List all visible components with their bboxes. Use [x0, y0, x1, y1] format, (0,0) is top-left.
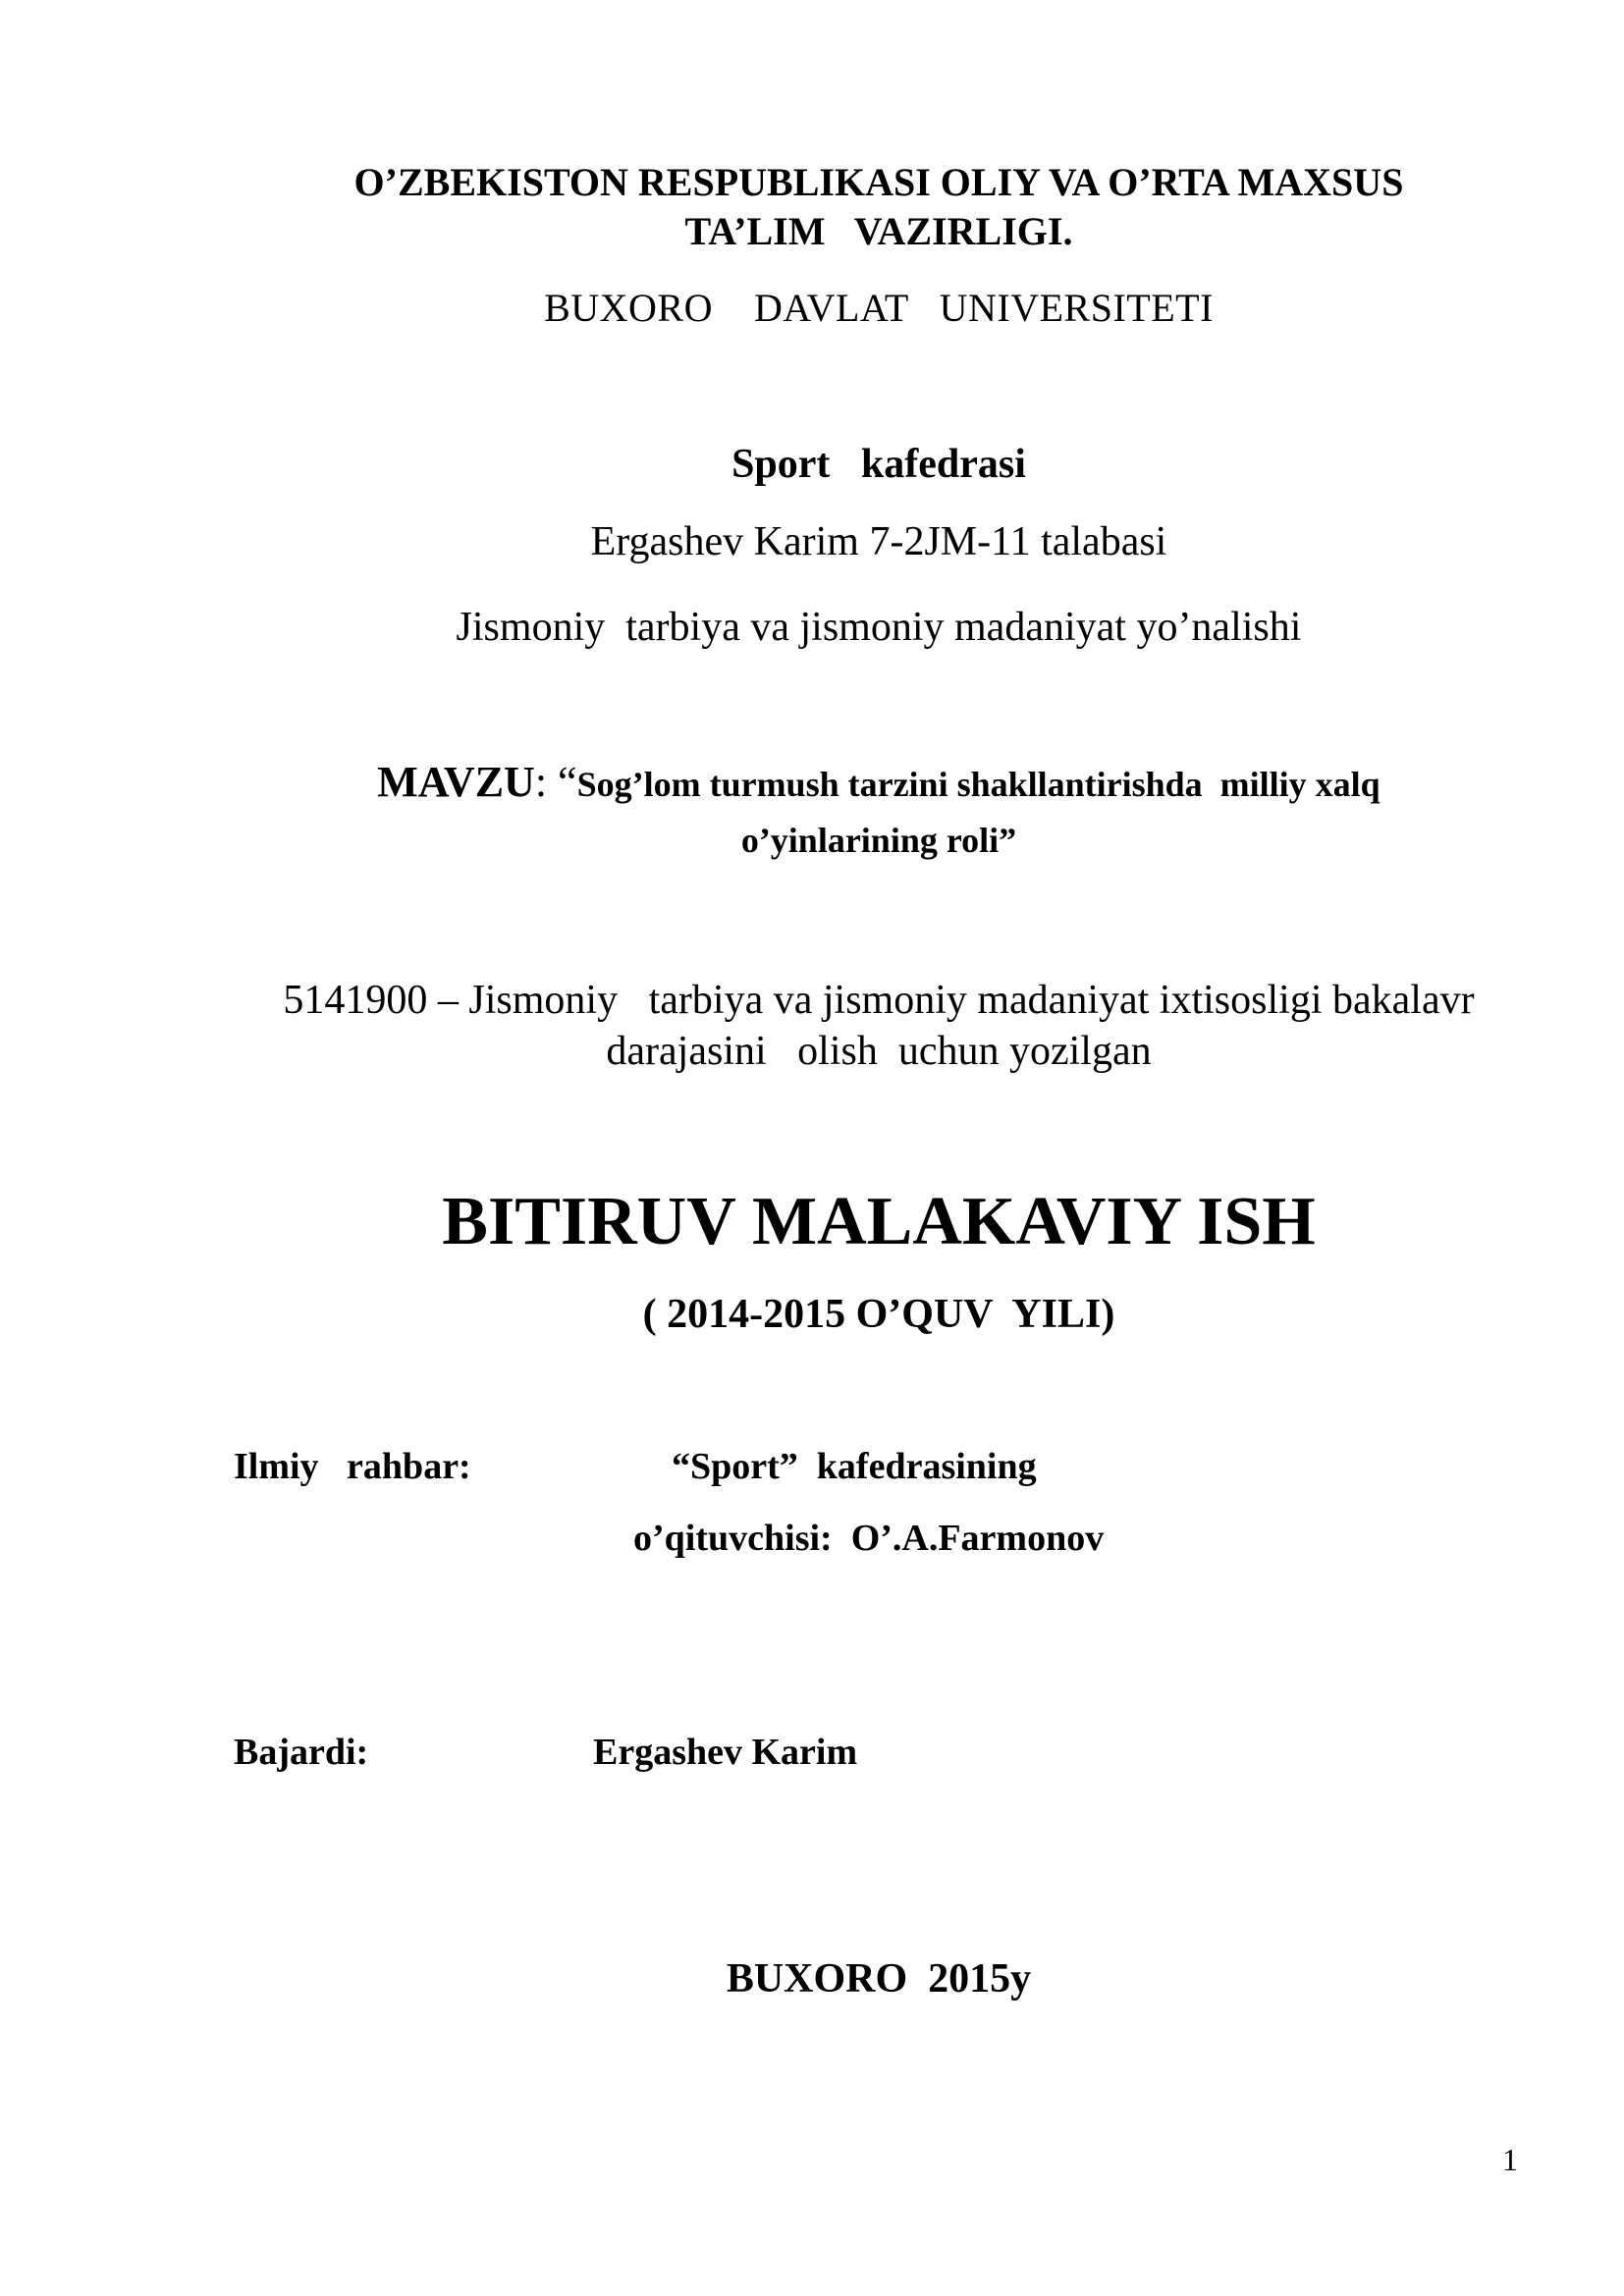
topic-open-quote: : “: [534, 758, 577, 806]
department-name: Sport kafedrasi: [731, 442, 1026, 487]
performer-label: Bajardi:: [234, 1732, 369, 1773]
topic-line-1: [0, 758, 1624, 806]
supervisor-label: Ilmiy rahbar:: [234, 1446, 471, 1487]
supervisor-department: “Sport” kafedrasining: [672, 1446, 1037, 1487]
university-name: BUXORO DAVLAT UNIVERSITETI: [544, 286, 1214, 330]
supervisor-name: o’qituvchisi: O’.A.Farmonov: [633, 1518, 1105, 1559]
ministry-title-line-2: TA’LIM VAZIRLIGI.: [684, 209, 1073, 253]
specialty-line-1: 5141900 – Jismoniy tarbiya va jismoniy madaniyat ixtisosligi bakalavr: [283, 978, 1475, 1023]
ministry-title-line-1: O’ZBEKISTON RESPUBLIKASI OLIY VA O’RTA MAXSUS: [353, 160, 1404, 204]
topic-text-part-2: o’yinlarining roli”: [740, 821, 1017, 860]
performer-name: Ergashev Karim: [593, 1732, 858, 1773]
study-direction: Jismoniy tarbiya va jismoniy madaniyat yo’nalishi: [456, 605, 1302, 650]
topic-text-part-1: Sog’lom turmush tarzini shakllantirishda milliy xalq: [576, 765, 1380, 804]
place-and-year: BUXORO 2015y: [726, 1956, 1032, 2002]
page-number: 1: [1502, 2142, 1518, 2177]
academic-year: ( 2014-2015 O’QUV YILI): [642, 1292, 1115, 1337]
specialty-line-2: darajasini olish uchun yozilgan: [606, 1029, 1152, 1074]
student-info: Ergashev Karim 7-2JM-11 talabasi: [590, 519, 1167, 564]
topic-label: MAVZU: [377, 758, 535, 806]
document-title: BITIRUV MALAKAVIY ISH: [442, 1184, 1316, 1259]
